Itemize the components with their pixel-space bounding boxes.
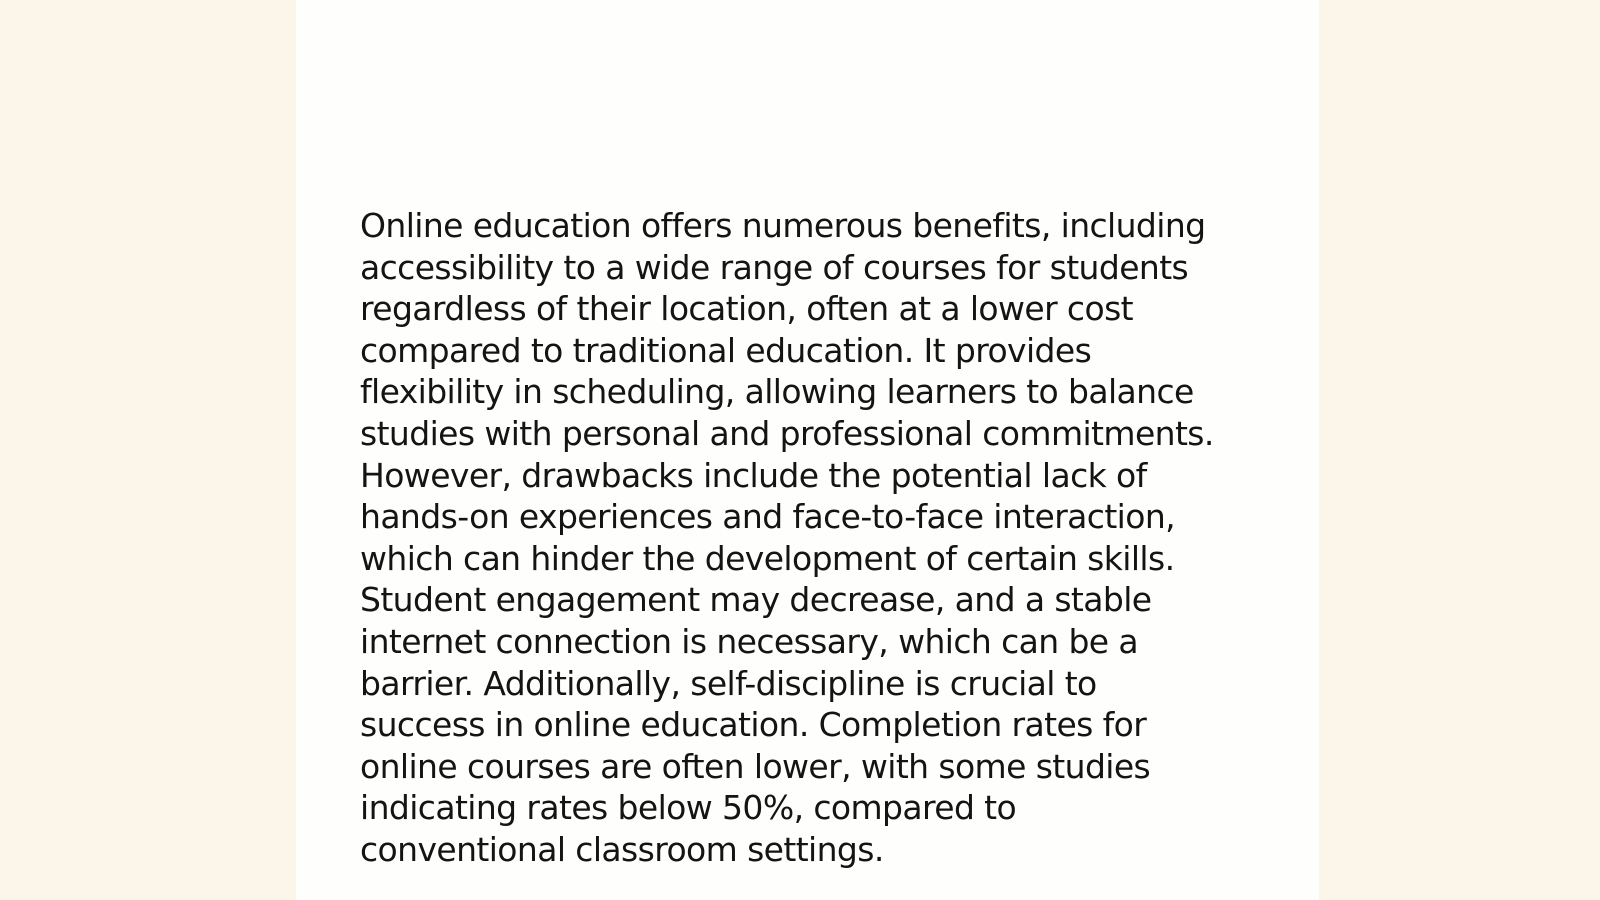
document-page (296, 0, 1319, 900)
body-paragraph: Online education offers numerous benefits, including accessibility to a wide range of courses for students regardless of their location, often at a lower cost compared to traditional education. It provides flexibility in scheduling, allowing learners to balance studies with personal and professional commitments. However, drawbacks include the potential lack of hands-on experiences and face-to-face interaction, which can hinder the development of certain skills. Student engagement may decrease, and a stable internet connection is necessary, which can be a barrier. Additionally, self-discipline is crucial to success in online education. Completion rates for online courses are often lower, with some studies indicating rates below 50%, compared to conventional classroom settings. (360, 206, 1214, 869)
